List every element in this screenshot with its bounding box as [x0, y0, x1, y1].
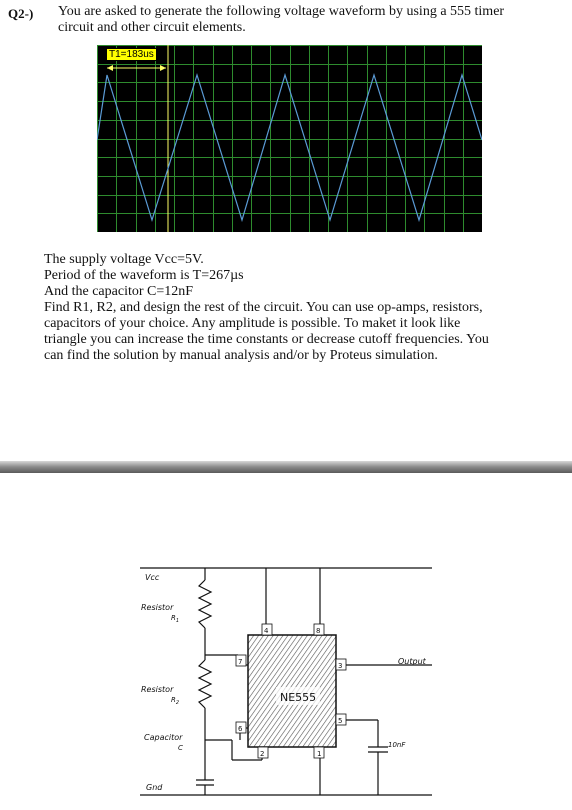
cursor-time-label: T1=183us [106, 48, 157, 61]
capacitor-symbol: C [178, 744, 183, 752]
r2-symbol: $R_2$ [171, 696, 180, 706]
resistor1-label: Resistor [141, 603, 174, 612]
text-line: triangle you can increase the time constants or decrease cutoff frequencies. You [44, 332, 489, 347]
question-text: You are asked to generate the following voltage waveform by using a 555 timer circuit and other circuit elements. [58, 4, 505, 35]
ten-nf-label: 10nF [388, 741, 406, 749]
r1-symbol: $R_1$ [171, 614, 180, 624]
resistor2-label: Resistor [141, 685, 174, 694]
chip-label: NE555 [280, 691, 317, 704]
text-line: Find R1, R2, and design the rest of the circuit. You can use op-amps, resistors, [44, 300, 483, 315]
pin5-label: 5 [338, 717, 343, 725]
text-line: capacitors of your choice. Any amplitude is possible. To maket it look like [44, 316, 461, 331]
pin2-label: 2 [260, 750, 265, 758]
vcc-label: Vcc [145, 573, 160, 582]
text-line: can find the solution by manual analysis and/or by Proteus simulation. [44, 348, 438, 363]
pin1-label: 1 [317, 750, 322, 758]
output-label: Output [398, 657, 426, 666]
pin6-label: 6 [238, 725, 243, 733]
oscilloscope-trace [97, 45, 482, 232]
question-number: Q2-) [8, 6, 34, 21]
gnd-label: Gnd [146, 783, 163, 792]
text-line: Period of the waveform is T=267µs [44, 268, 244, 283]
text-line: The supply voltage Vcc=5V. [44, 252, 204, 267]
oscilloscope-display [97, 45, 482, 232]
arrow-right-icon [160, 65, 166, 71]
pin8-label: 8 [316, 627, 321, 635]
problem-statement [44, 252, 544, 364]
arrow-left-icon [107, 65, 113, 71]
text-line: And the capacitor C=12nF [44, 284, 194, 299]
circuit-schematic [0, 540, 572, 810]
capacitor-label: Capacitor [144, 733, 183, 742]
page-divider [0, 461, 572, 473]
pin7-label: 7 [238, 658, 243, 666]
pin3-label: 3 [338, 662, 343, 670]
pin4-label: 4 [264, 627, 269, 635]
